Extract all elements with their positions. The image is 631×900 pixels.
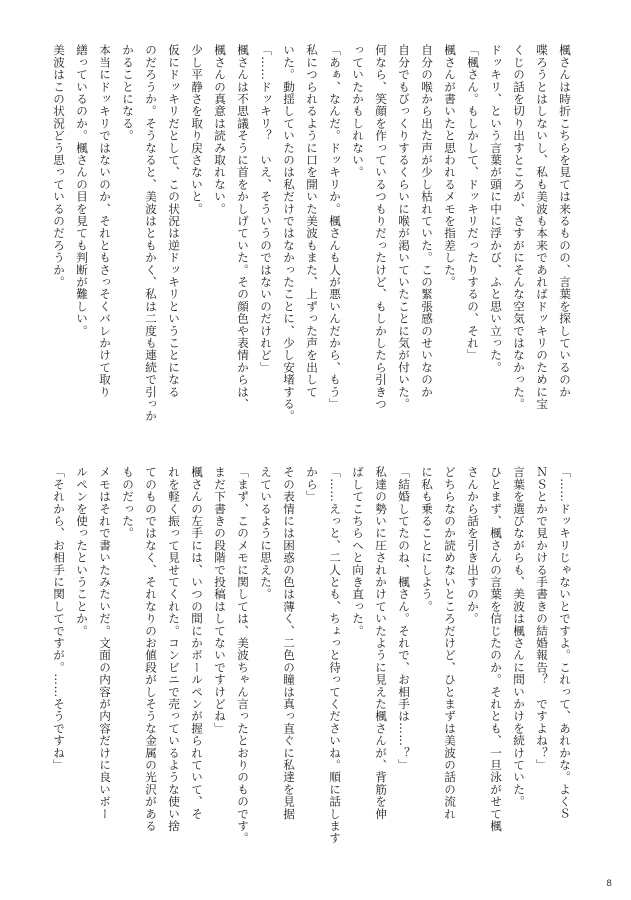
text-column: てのものではなく、それなりのお値段がしそうな金属の光沢がある <box>144 466 158 832</box>
text-column: ＮＳとかで見かける手書きの結婚報告？ ですよね？」 <box>535 466 549 771</box>
text-column: 楓さんは時折こちらを見ては来るものの、言葉を探しているのか <box>558 44 572 398</box>
text-column: 喋ろうとはしないし、私も美波も本来であればドッキリのために宝 <box>535 44 549 410</box>
text-column: 私につられるように口を開いた美波もまた、上ずった声を出して <box>305 44 319 398</box>
text-column: 「あぁ、なんだ。ドッキリか。楓さんも人が悪いんだから、もう」 <box>328 44 342 410</box>
text-column: かることになる。 <box>121 44 135 142</box>
text-column: 自分でもびっくりするくらいに喉が渇いていたことに気が付いた。 <box>397 44 411 410</box>
text-column: 楓さんの真意は読み取れない。 <box>213 44 227 215</box>
text-column: ばしてこちらへと向き直った。 <box>351 466 365 637</box>
text-column: その表情には困惑の色は薄く、二色の瞳は真っ直ぐに私達を見据 <box>282 466 296 820</box>
text-column: ものだった。 <box>121 466 135 540</box>
text-column: くじの話を切り出すところが、さすがにそんな空気ではなかった。 <box>512 44 526 410</box>
text-column: 「……ドッキリ？ いえ、そういうのではないのだけれど」 <box>259 44 273 374</box>
bottom-text-block <box>52 466 576 845</box>
text-column: 「まず、このメモに関しては、美波ちゃん言ったとおりのものです。 <box>236 466 250 845</box>
text-column: から」 <box>305 466 319 503</box>
text-column: 私達の勢いに圧されかけていたように見えた楓さんが、背筋を伸 <box>374 466 388 820</box>
text-column: 美波はこの状況どう思っているのだろうか。 <box>52 44 66 288</box>
page-number: 8 <box>606 879 612 889</box>
text-column: ドッキリ、という言葉が頭に中に浮かび、ふと思い立った。 <box>489 44 503 374</box>
text-column: 本当にドッキリではないのか、それともさっそくバレかけて取り <box>98 44 112 398</box>
text-column: まだ下書きの段階で投稿はしてないですけどね」 <box>213 466 227 735</box>
text-column: れを軽く振って見せてくれた。コンビニで売っているような使い捨 <box>167 466 181 832</box>
text-column: 楓さんの左手には、いつの間にかボールペンが握られていて、そ <box>190 466 204 820</box>
text-column: 楓さんが書いたと思われるメモを指差した。 <box>443 44 457 288</box>
text-column: 「楓さん。もしかして、ドッキリだったりするの、それ」 <box>466 44 480 362</box>
top-text-block <box>52 44 576 450</box>
text-column: 少し平静さを取り戻さないと。 <box>190 44 204 215</box>
text-column: えているように思えた。 <box>259 466 273 601</box>
text-column: に私も乗ることにしよう。 <box>420 466 434 613</box>
text-column: 「結婚してたのね、楓さん。それで、お相手は……？」 <box>397 466 411 771</box>
text-column: ひとまず、楓さんの言葉を信じたのか。それとも、一旦泳がせて楓 <box>489 466 503 832</box>
text-column: のだろうか。そうなると、美波はともかく、私は二度も連続で引っか <box>144 44 158 423</box>
text-column: 繕っているのか。楓さんの目を見ても判断が難しい。 <box>75 44 89 337</box>
text-column: ルペンを使ったということか。 <box>75 466 89 637</box>
text-column: メモはそれで書いたみたいだ。文面の内容が内容だけに良いボー <box>98 466 112 820</box>
text-column: 仮にドッキリだとして、この状況は逆ドッキリということになる <box>167 44 181 398</box>
text-column: っていたかもしれない。 <box>351 44 365 179</box>
text-column: どちらなのか読めないところだけど、ひとまずは美波の話の流れ <box>443 466 457 820</box>
text-column: 「……えっと、二人とも、ちょっと待ってくださいね。順に話します <box>328 466 342 845</box>
text-column: 「それから、お相手に関してですが。……そうですね」 <box>52 466 66 771</box>
text-column: いた。動揺していたのは私だけではなかったことに、少し安堵する。 <box>282 44 296 423</box>
text-column: 何なら、笑顔を作っているつもりだったけど、もしかしたら引きつ <box>374 44 388 410</box>
text-column: 自分の喉から出た声が少し枯れていた。この緊張感のせいなのか <box>420 44 434 398</box>
text-column: 楓さんは不思議そうに首をかしげていた。その顔色や表情からは、 <box>236 44 250 410</box>
text-column: 「……ドッキリじゃないとですよ。これって、あれかな。よくＳ <box>558 466 572 820</box>
text-column: 言葉を選びながらも、美波は楓さんに問いかけを続けていた。 <box>512 466 526 808</box>
text-column: さんから話を引き出すのか。 <box>466 466 480 625</box>
